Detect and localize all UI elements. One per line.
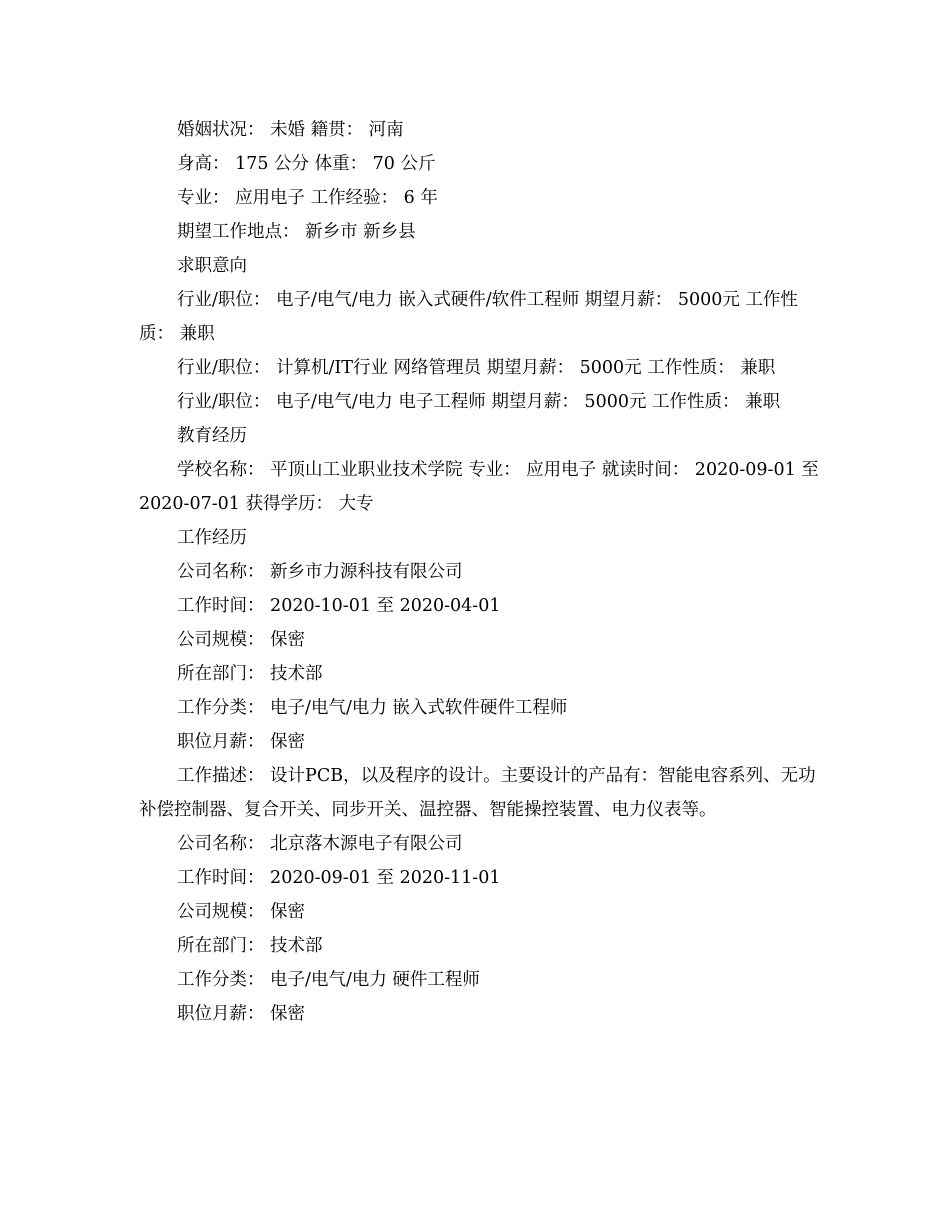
education-heading: 教育经历 — [177, 426, 247, 446]
major-experience-line: 专业： 应用电子 工作经验： 6 年 — [177, 188, 438, 208]
department: 所在部门： 技术部 — [177, 664, 323, 684]
job-description: 工作描述： 设计PCB，以及程序的设计。主要设计的产品有：智能电容系列、无功补偿控制器、复合开关、同步开关、温控器、智能操控装置、电力仪表等。 — [139, 766, 816, 820]
job-intent-heading: 求职意向 — [177, 256, 247, 276]
job-intent-item: 行业/职位： 计算机/IT行业 网络管理员 期望月薪： 5000元 工作性质： 兼职 — [177, 358, 776, 378]
job-intent-item: 行业/职位： 电子/电气/电力 嵌入式硬件/软件工程师 期望月薪： 5000元 工作性质： 兼职 — [139, 290, 798, 344]
monthly-salary: 职位月薪： 保密 — [177, 732, 306, 752]
job-category: 工作分类： 电子/电气/电力 嵌入式软件硬件工程师 — [177, 698, 568, 718]
department: 所在部门： 技术部 — [177, 936, 323, 956]
work-time: 工作时间： 2020-10-01 至 2020-04-01 — [177, 596, 501, 616]
desired-location-line: 期望工作地点： 新乡市 新乡县 — [177, 222, 416, 242]
marital-status-line: 婚姻状况： 未婚 籍贯： 河南 — [177, 120, 404, 140]
company-scale: 公司规模： 保密 — [177, 630, 306, 650]
work-time: 工作时间： 2020-09-01 至 2020-11-01 — [177, 868, 501, 888]
work-history-heading: 工作经历 — [177, 528, 247, 548]
job-intent-item: 行业/职位： 电子/电气/电力 电子工程师 期望月薪： 5000元 工作性质： 兼职 — [177, 392, 781, 412]
height-weight-line: 身高： 175 公分 体重： 70 公斤 — [177, 154, 436, 174]
monthly-salary: 职位月薪： 保密 — [177, 1004, 306, 1024]
company-name: 公司名称： 北京落木源电子有限公司 — [177, 834, 463, 854]
company-name: 公司名称： 新乡市力源科技有限公司 — [177, 562, 463, 582]
resume-content — [139, 113, 819, 1031]
education-entry: 学校名称： 平顶山工业职业技术学院 专业： 应用电子 就读时间： 2020-09-01 至 2020-07-01 获得学历： 大专 — [139, 460, 819, 514]
company-scale: 公司规模： 保密 — [177, 902, 306, 922]
job-category: 工作分类： 电子/电气/电力 硬件工程师 — [177, 970, 480, 990]
